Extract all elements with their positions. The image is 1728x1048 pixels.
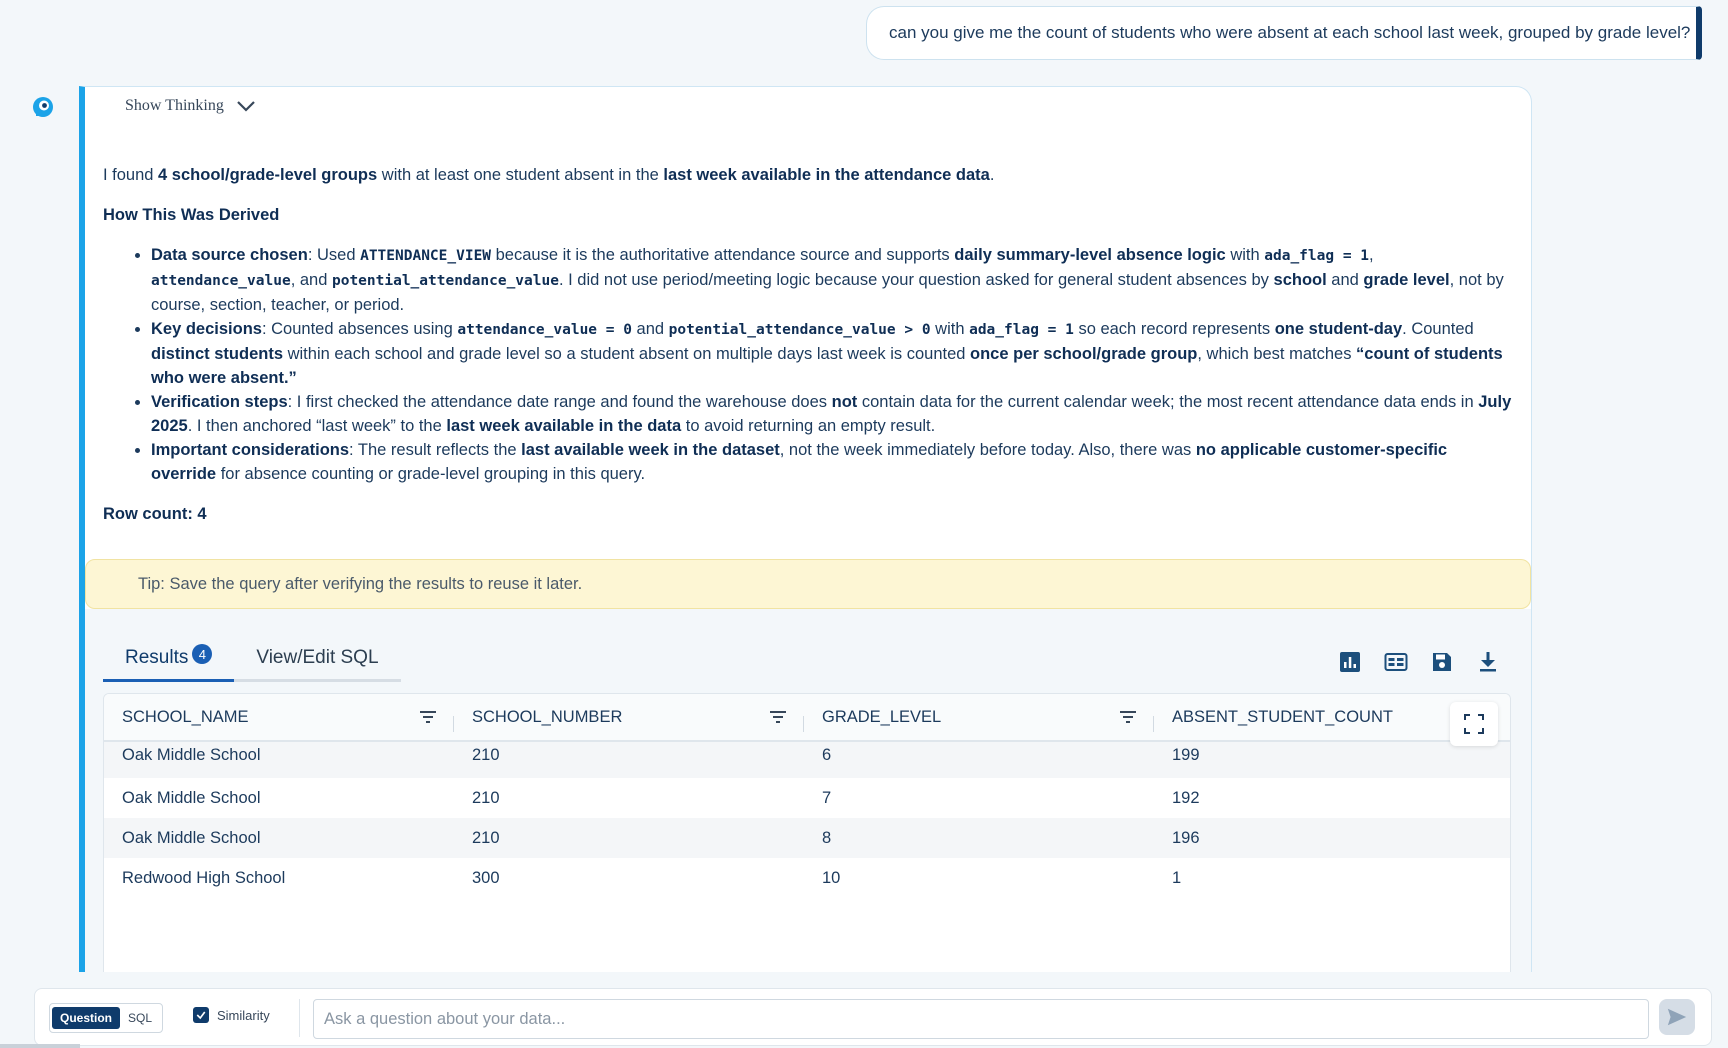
bullet-text: . I did not use period/meeting logic because your question asked for general student absences by (558, 271, 1274, 289)
show-thinking-label: Show Thinking (125, 97, 224, 114)
bullet-bold: distinct students (151, 345, 284, 363)
bullet-text: : The result reflects the (349, 441, 522, 459)
column-header-grade-level[interactable] (804, 708, 1154, 727)
inline-code: attendance_value = 0 (457, 322, 632, 338)
bullet-bold: “count of students who were absent.” (151, 345, 1503, 387)
send-icon (1666, 1006, 1688, 1028)
inline-code: ATTENDANCE_VIEW (360, 248, 492, 264)
user-message-text: can you give me the count of students who were absent at each school last week, grouped by grade level? (889, 23, 1691, 42)
table-cell: 210 (472, 788, 500, 807)
table-cell: 199 (1172, 746, 1200, 764)
results-table (103, 693, 1511, 987)
assistant-avatar-icon (32, 96, 54, 118)
bullet-text: : Counted absences using (261, 320, 458, 338)
table-cell: 6 (822, 746, 832, 764)
table-cell: 1 (1172, 868, 1182, 887)
bullet-text: and (1326, 271, 1364, 289)
derived-heading: How This Was Derived (103, 206, 280, 224)
question-input[interactable] (313, 999, 1649, 1039)
bullet-bold: last week available in the data (446, 417, 682, 435)
table-cell: 8 (822, 828, 832, 847)
table-row[interactable] (104, 778, 1510, 818)
bullet-text: . Counted (1402, 320, 1474, 338)
tab-results-label: Results (125, 647, 189, 668)
intro-text: with at least one student absent in the (377, 166, 664, 184)
bullet-bold: daily summary-level absence logic (954, 246, 1226, 264)
chart-view-button[interactable] (1337, 649, 1363, 675)
bullet-text: : Used (307, 246, 361, 264)
bullet-bold: one student-day (1274, 320, 1403, 338)
column-header-label: SCHOOL_NAME (122, 707, 249, 726)
mode-sql-option[interactable]: SQL (128, 1011, 153, 1025)
intro-bold: last week available in the attendance data (663, 166, 990, 184)
divider (299, 999, 300, 1037)
list-item (151, 438, 1513, 486)
table-cell: 210 (472, 828, 500, 847)
table-cell: 10 (822, 868, 841, 887)
expand-icon (1463, 713, 1485, 735)
results-count-badge: 4 (192, 644, 212, 664)
similarity-toggle[interactable] (193, 1007, 270, 1023)
fullscreen-button[interactable] (1450, 702, 1498, 746)
table-row[interactable] (104, 818, 1510, 858)
download-button[interactable] (1475, 649, 1501, 675)
bullet-text: . I then anchored “last week” to the (187, 417, 447, 435)
assistant-response-card (79, 86, 1532, 986)
column-header-school-number[interactable] (454, 708, 804, 727)
column-header-label: ABSENT_STUDENT_COUNT (1172, 707, 1393, 726)
table-cell: Redwood High School (122, 868, 286, 887)
bullet-title: Data source chosen (151, 246, 308, 264)
chat-input-bar (0, 972, 1728, 1048)
bullet-text: , not the week immediately before today. Also, there was (779, 441, 1196, 459)
bullet-text: within each school and grade level so a student absent on multiple days last week is counted (283, 345, 971, 363)
tab-view-edit-sql[interactable] (234, 639, 400, 682)
results-area (85, 609, 1531, 987)
intro-text: . (989, 166, 995, 184)
send-button[interactable] (1659, 999, 1695, 1035)
save-icon (1430, 650, 1454, 674)
column-header-label: SCHOOL_NUMBER (472, 707, 623, 726)
table-cell: 7 (822, 788, 832, 807)
inline-code: potential_attendance_value (331, 273, 559, 289)
bullet-title: Verification steps (151, 393, 288, 411)
bullet-bold: July 2025 (151, 393, 1512, 435)
results-toolbar (1337, 649, 1501, 675)
bullet-bold: grade level (1363, 271, 1450, 289)
inline-code: attendance_value (151, 273, 291, 289)
bullet-text: , (1369, 246, 1374, 264)
user-message-bubble (866, 6, 1702, 60)
bullet-bold: school (1273, 271, 1327, 289)
row-count: Row count: 4 (103, 505, 207, 523)
derivation-list (151, 243, 1513, 486)
tip-banner (85, 559, 1531, 609)
table-row[interactable] (104, 858, 1510, 898)
bullet-text: : I first checked the attendance date range and found the warehouse does (287, 393, 832, 411)
results-tabs (103, 639, 401, 682)
input-panel (34, 988, 1712, 1046)
table-cell: 192 (1172, 788, 1200, 807)
bullet-text: so each record represents (1073, 320, 1275, 338)
bullet-text: because it is the authoritative attendance source and supports (491, 246, 955, 264)
list-item (151, 390, 1513, 438)
mode-toggle (49, 1003, 163, 1033)
intro-text: I found (103, 166, 159, 184)
bullet-text: and (631, 320, 669, 338)
bullet-bold: last available week in the dataset (521, 441, 780, 459)
table-cell: Oak Middle School (122, 828, 261, 847)
tab-results[interactable] (103, 639, 234, 682)
table-cell: 196 (1172, 828, 1200, 847)
bullet-text: for absence counting or grade-level grouping in this query. (216, 465, 646, 483)
bullet-bold: no applicable customer-specific override (151, 441, 1448, 483)
filter-icon[interactable] (768, 709, 788, 725)
bullet-title: Important considerations (151, 441, 350, 459)
similarity-checkbox[interactable] (193, 1007, 209, 1023)
similarity-label: Similarity (217, 1007, 270, 1023)
chevron-down-icon (236, 100, 256, 112)
table-icon (1384, 650, 1408, 674)
bullet-text: with (930, 320, 970, 338)
bullet-text: to avoid returning an empty result. (681, 417, 936, 435)
bullet-text: contain data for the current calendar week; the most recent attendance data ends in (857, 393, 1479, 411)
list-item (151, 317, 1513, 390)
inline-code: potential_attendance_value > 0 (668, 322, 931, 338)
intro-bold: 4 school/grade-level groups (158, 166, 378, 184)
download-icon (1476, 650, 1500, 674)
bullet-text: , which best matches (1197, 345, 1357, 363)
intro-paragraph (103, 163, 1513, 187)
tab-sql-label: View/Edit SQL (256, 647, 379, 668)
filter-icon[interactable] (1118, 709, 1138, 725)
bullet-text: with (1225, 246, 1265, 264)
assistant-response-content (103, 163, 1513, 542)
bullet-title: Key decisions (151, 320, 262, 338)
table-cell: Oak Middle School (122, 788, 261, 807)
scrollbar[interactable] (0, 1044, 80, 1048)
list-item (151, 243, 1513, 317)
column-header-school-name[interactable] (104, 708, 454, 727)
save-query-button[interactable] (1429, 649, 1455, 675)
table-cell: 300 (472, 868, 500, 887)
filter-icon[interactable] (418, 709, 438, 725)
bullet-text: , and (290, 271, 332, 289)
check-icon (195, 1009, 207, 1021)
bullet-bold: not (831, 393, 858, 411)
show-thinking-toggle[interactable] (125, 97, 256, 115)
inline-code: ada_flag = 1 (1264, 248, 1370, 264)
bullet-bold: once per school/grade group (970, 345, 1198, 363)
column-header-label: GRADE_LEVEL (822, 707, 942, 726)
tip-text: Tip: Save the query after verifying the results to reuse it later. (138, 574, 583, 593)
inline-code: ada_flag = 1 (969, 322, 1074, 338)
mode-question-option[interactable]: Question (52, 1007, 120, 1029)
bullet-text: , not by course, section, teacher, or period. (151, 271, 1504, 314)
bar-chart-icon (1338, 650, 1362, 674)
table-header (104, 694, 1510, 742)
table-cell: Oak Middle School (122, 746, 261, 764)
table-cell: 210 (472, 746, 500, 764)
table-row[interactable] (104, 742, 1510, 778)
table-view-button[interactable] (1383, 649, 1409, 675)
